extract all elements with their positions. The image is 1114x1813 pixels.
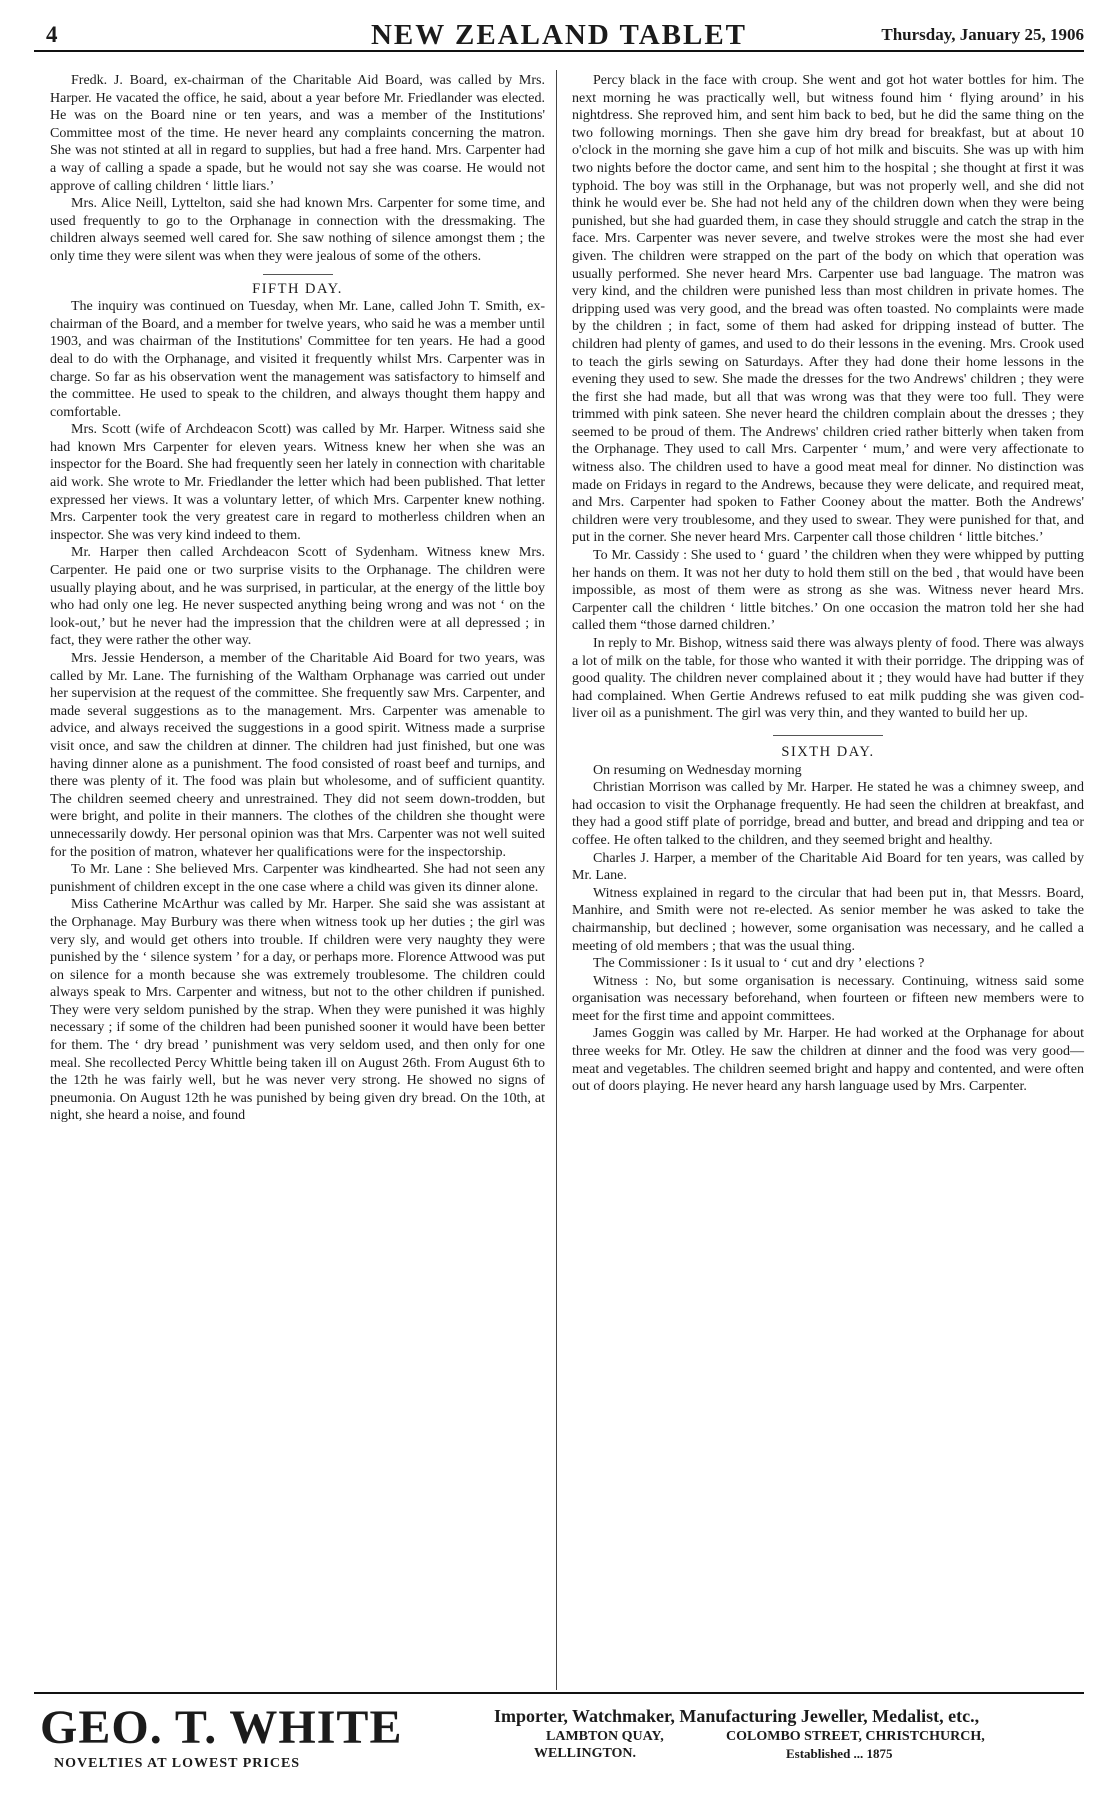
masthead: NEW ZEALAND TABLET xyxy=(370,19,748,51)
article-paragraph: James Goggin was called by Mr. Harper. He had worked at the Orphanage for about three weeks for Mr. Otley. He saw the children at dinner and the food was very good—meat and vegetables. The children seemed bright and happy and contented, and were often out of doors playing. He never heard any harsh language used by Mrs. Carpenter. xyxy=(572,1026,1084,1095)
article-paragraph: The Commissioner : Is it usual to ‘ cut and dry ’ elections ? xyxy=(593,956,925,972)
advertiser-name: GEO. T. WHITE xyxy=(40,1701,403,1754)
article-paragraph: Charles J. Harper, a member of the Charitable Aid Board for ten years, was called by Mr. Lane. xyxy=(572,850,1084,884)
advertiser-trade: Importer, Watchmaker, Manufacturing Jeweller, Medalist, etc., xyxy=(494,1706,980,1726)
article-paragraph: In reply to Mr. Bishop, witness said there was always plenty of food. There was always a lot of milk on the table, for those who wanted it with their porridge. The dripping was of good quality. The children never complained about it ; they would have had butter if they had complained. When Gertie Andrews refused to eat milk pudding she was given cod-liver oil as a punishment. The girl was very thin, and they wanted to build her up. xyxy=(572,636,1084,722)
header-rule xyxy=(34,50,1084,52)
advertiser-tagline: NOVELTIES AT LOWEST PRICES xyxy=(54,1756,301,1771)
section-heading-fifth-day: FIFTH DAY. xyxy=(252,280,343,297)
article-paragraph: Witness explained in regard to the circular that had been put in, that Messrs. Board, Manhire, and Smith were not re-elected. As senior member he was asked to take the chairmanship, but declined ; however, some organisation was necessary, and he called a meeting of old members ; that was the usual thing. xyxy=(572,885,1084,954)
footer-advertisement xyxy=(34,1700,1084,1800)
section-rule xyxy=(263,274,333,275)
article-paragraph: Percy black in the face with croup. She went and got hot water bottles for him. The next morning he was practically well, but witness found him ‘ flying around’ in his nightdress. She reproved him, and sent him back to bed, but he did the same thing on the two following mornings. Then she gave him dry bread for breakfast, but at about 10 o'clock in the morning she gave him a cup of hot milk and biscuits. She was up with him two nights before the doctor came, and sent him to the hospital ; she thought at first it was typhoid. The boy was still in the Orphanage, but was not properly well, and she did not think he would ever be. She had not held any of the children down when they were being punished, but she had guarded them, in case they should struggle and catch the strap in the face. Mrs. Carpenter was never severe, and twelve strokes were the most she had ever given. The children were strapped on the part of the body on which that operation was usually performed. She never heard Mrs. Carpenter use bad language. The matron was very kind, and the children were punished less than most children in private homes. The dripping used was very good, and the bread was often toasted. No complaints were made by the children ; in fact, some of them had asked for dripping instead of butter. The children had plenty of games, and used to do their lessons in the evening. Mrs. Crook used to teach the girls sewing on Saturdays. After they had done their home lessons in the evening they used to sew. She made the dresses for the two Andrews' children ; they were the first she had made, but all that was wrong was that they were too full. They were trimmed with pink sateen. She never heard the children complain about the dresses ; they seemed to be proud of them. The Andrews' children cried rather bitterly when taken from the Orphanage. They used to call Mrs. Carpenter ‘ mum,’ and were very affectionate to witness also. The children used to have a good meat meal for dinner. No distinction was made on Fridays in regard to the Andrews, because they were delicate, and required meat, and Mrs. Carpenter had spoken to Father Cooney about the matter. Both the Andrews' children were very troublesome, and they used to swear. They were punished for that, and put in the corner. She never heard Mrs. Carpenter call those children ‘ little bitches.’ xyxy=(572,73,1084,546)
issue-date: Thursday, January 25, 1906 xyxy=(881,25,1084,44)
footer-rule xyxy=(34,1692,1084,1694)
address-wellington-street: LAMBTON QUAY, xyxy=(546,1729,664,1744)
article-paragraph: To Mr. Cassidy : She used to ‘ guard ’ the children when they were whipped by putting her hands on them. It was not her duty to hold them still on the bed , that would have been impossible, as most of them were as strong as she was. Witness never heard Mrs. Carpenter call the children ‘ little bitches.’ On one occasion the matron told her she had called them “those darned children.’ xyxy=(572,548,1084,634)
column-divider xyxy=(556,70,557,1690)
article-paragraph: Mrs. Alice Neill, Lyttelton, said she had known Mrs. Carpenter for some time, and used frequently to go to the Orphanage in connection with the dressmaking. The children always seemed well cared for. She saw nothing of silence amongst them ; the only time they were silent was when they were jealous of some of the others. xyxy=(50,196,545,264)
address-wellington-city: WELLINGTON. xyxy=(534,1746,637,1761)
article-paragraph: To Mr. Lane : She believed Mrs. Carpenter was kindhearted. She had not seen any punishment of children except in the one case where a child was given its dinner alone. xyxy=(50,862,545,895)
established-year: Established ... 1875 xyxy=(786,1746,893,1761)
left-column xyxy=(50,72,545,1125)
article-paragraph: Mr. Harper then called Archdeacon Scott of Sydenham. Witness knew Mrs. Carpenter. He paid one or two surprise visits to the Orphanage. The children were usually playing about, and he was surprised, in particular, at the energy of the little boy who had only one leg. He never suspected anything being wrong and was not ‘ on the look-out,’ but he never had the impression that the children were at all depressed ; in fact, they were rather the other way. xyxy=(50,545,545,649)
article-paragraph: The inquiry was continued on Tuesday, when Mr. Lane, called John T. Smith, ex-chairman of the Board, and a member for twelve years, who said he was a member until 1903, and was chairman of the Institutions' Committee for ten years. He had a good deal to do with the Orphanage, and visited it frequently whilst Mrs. Carpenter was in charge. So far as his observation went the management was satisfactory to himself and the committee. He used to speak to the children, and always thought them happy and comfortable. xyxy=(50,299,545,420)
article-paragraph: Miss Catherine McArthur was called by Mr. Harper. She said she was assistant at the Orphanage. May Burbury was there when witness took up her duties ; the girl was very sly, and would get others into trouble. If children were very naughty they were punished by the ‘ silence system ’ for a day, or perhaps more. Florence Attwood was put on silence for a month because she was extremely troublesome. The children could always speak to Mrs. Carpenter and witness, but not to the other children if punished. They were very seldom punished by the strap. When they were punished it was highly necessary ; if some of the children had been punished sooner it would have been better for them. The ‘ dry bread ’ punishment was very seldom used, and then only for one meal. She recollected Percy Whittle being taken ill on August 26th. From August 6th to the 12th he was fairly well, but he was never very strong. He showed no signs of pneumonia. On August 12th he was punished by being given dry bread. On the 10th, at night, she heard a noise, and found xyxy=(50,897,545,1124)
page-header xyxy=(34,16,1084,50)
article-paragraph: On resuming on Wednesday morning xyxy=(593,762,802,778)
article-paragraph: Mrs. Jessie Henderson, a member of the Charitable Aid Board for two years, was called by Mr. Lane. The furnishing of the Waltham Orphanage was carried out under her supervision at the request of the committee. She frequently saw Mrs. Carpenter, and made several suggestions as to the management. Mrs. Carpenter was amenable to advice, and always received the suggestions in a good spirit. Witness made a surprise visit once, and saw the children at dinner. The children had just finished, but one was having dinner alone as a punishment. The food consisted of roast beef and turnips, and there was plenty of it. The food was plain but wholesome, and of sufficient quantity. The children seemed cheery and unrestrained. They did not seem down-trodden, but were bright, and polite in their manners. The clothes of the children she thought were unnecessarily dowdy. Her personal opinion was that Mrs. Carpenter was not well suited for the position of matron, whatever her qualifications were for the inspectorship. xyxy=(50,651,545,860)
address-christchurch: COLOMBO STREET, CHRISTCHURCH, xyxy=(726,1729,985,1744)
article-paragraph: Fredk. J. Board, ex-chairman of the Charitable Aid Board, was called by Mrs. Harper. He vacated the office, he said, about a year before Mr. Friedlander was elected. He was on the Board nine or ten years, and was a member of the Institutions' Committee most of the time. He never heard any complaints concerning the matron. She was not stinted at all in regard to supplies, but had a free hand. Mrs. Carpenter had a way of calling a spade a spade, but he would not say she was coarse. He would not approve of calling children ‘ little liars.’ xyxy=(50,73,545,194)
article-paragraph: Christian Morrison was called by Mr. Harper. He stated he was a chimney sweep, and had occasion to visit the Orphanage frequently. He had seen the children at breakfast, and they had a good stiff plate of porridge, bread and butter, and bread and dripping and tea or coffee. He often talked to the children, and they seemed bright and healthy. xyxy=(572,780,1084,848)
section-heading-sixth-day: SIXTH DAY. xyxy=(781,743,875,760)
right-column xyxy=(572,72,1084,1096)
section-rule xyxy=(773,735,883,736)
page-number: 4 xyxy=(46,22,58,47)
article-paragraph: Witness : No, but some organisation is necessary. Continuing, witness said some organisation was necessary beforehand, when fourteen or fifteen new members were to meet for the first time and appoint committees. xyxy=(572,973,1084,1024)
article-paragraph: Mrs. Scott (wife of Archdeacon Scott) was called by Mr. Harper. Witness said she had known Mrs Carpenter for eleven years. Witness knew her when she was an inspector for the Board. She had frequently seen her lately in connection with charitable aid work. She wrote to Mr. Friedlander the letter which had been published. That letter expressed her views. It was a voluntary letter, of which Mrs. Carpenter knew nothing. Mrs. Carpenter took the very greatest care in regard to motherless children when an inspector. She was very kind indeed to them. xyxy=(50,422,545,543)
